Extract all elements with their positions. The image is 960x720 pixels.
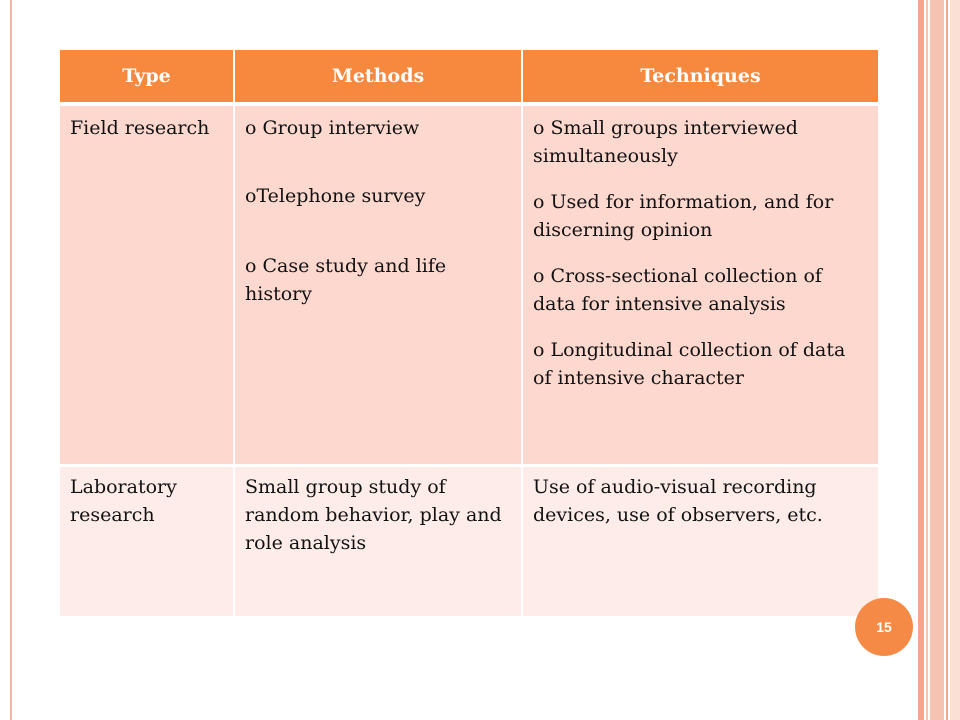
right-decoration-bar	[930, 0, 944, 720]
table-header-row	[59, 50, 879, 104]
page-number-badge: 15	[855, 598, 913, 656]
cell-type: Field research	[59, 104, 234, 466]
cell-type: Laboratory research	[59, 466, 234, 617]
header-type: Type	[59, 50, 234, 104]
left-border-rule	[10, 0, 12, 720]
technique-item: o Used for information, and for discerning opinion	[533, 191, 834, 241]
right-decoration-bar	[918, 0, 924, 720]
header-techniques: Techniques	[522, 50, 879, 104]
right-decoration-bar	[946, 0, 948, 720]
technique-item: o Cross-sectional collection of data for intensive analysis	[533, 265, 822, 315]
cell-methods: Small group study of random behavior, play and role analysis	[234, 466, 522, 617]
header-methods: Methods	[234, 50, 522, 104]
technique-item: o Longitudinal collection of data of intensive character	[533, 339, 846, 389]
method-item: o Case study and life history	[245, 255, 447, 305]
research-methods-table	[58, 50, 880, 616]
right-decoration-bar	[950, 0, 960, 720]
cell-techniques: Use of audio-visual recording devices, use of observers, etc.	[522, 466, 879, 617]
cell-techniques	[522, 104, 879, 466]
right-decoration-bar	[926, 0, 928, 720]
table-row-field-research	[59, 104, 879, 466]
table-row-laboratory-research	[59, 466, 879, 617]
technique-item: o Small groups interviewed simultaneously	[533, 117, 798, 167]
cell-methods	[234, 104, 522, 466]
method-item: o Group interview	[245, 117, 420, 139]
method-item: oTelephone survey	[245, 185, 426, 207]
